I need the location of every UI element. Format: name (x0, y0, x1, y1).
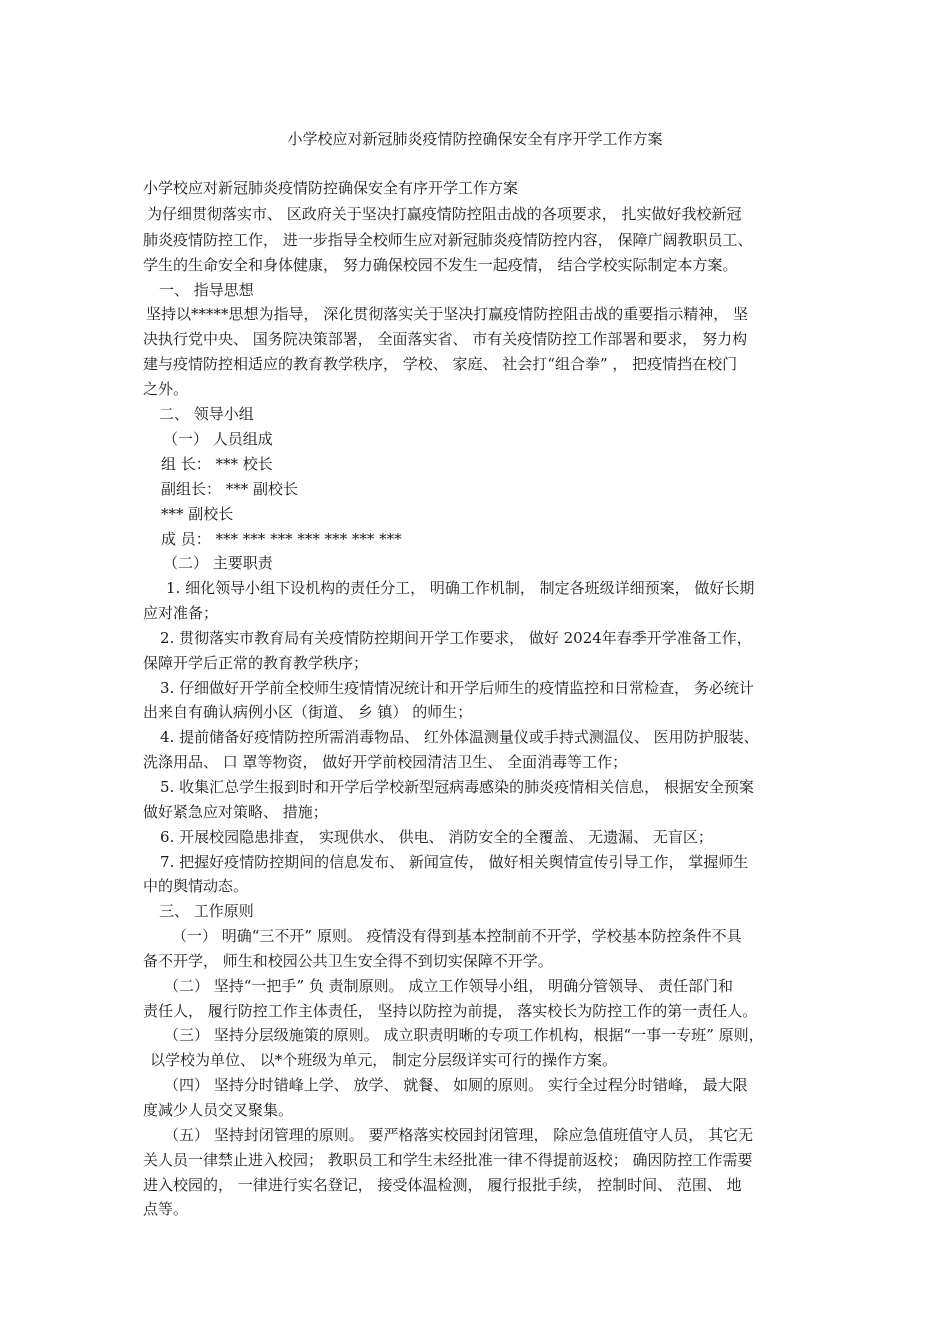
body-line: 备不开学， 师生和校园公共卫生安全得不到切实保障不开学。 (143, 952, 553, 970)
document-title: 小学校应对新冠肺炎疫情防控确保安全有序开学工作方案 (287, 130, 663, 148)
body-line: 学生的生命安全和身体健康， 努力确保校园不发生一起疫情， 结合学校实际制定本方案。 (143, 256, 738, 274)
body-line: 组 长： *** 校长 (161, 455, 273, 473)
body-line: 副组长： *** 副校长 (161, 480, 299, 498)
subsection-heading: （二） 主要职责 (163, 554, 273, 572)
subsection-heading: （一） 人员组成 (163, 430, 273, 448)
body-line: 1. 细化领导小组下设机构的责任分工， 明确工作机制， 制定各班级详细预案， 做好长期 (166, 579, 755, 597)
body-line: 为仔细贯彻落实市、 区政府关于坚决打赢疫情防控阻击战的各项要求， 扎实做好我校新冠 (147, 205, 742, 223)
section-heading: 二、 领导小组 (159, 405, 254, 423)
body-line: *** 副校长 (161, 505, 234, 523)
body-line: 肺炎疫情防控工作， 进一步指导全校师生应对新冠肺炎疫情防控内容， 保障广阔教职员工、 (143, 231, 753, 249)
body-line: （一） 明确“三不开” 原则。 疫情没有得到基本控制前不开学，学校基本防控条件不具 (172, 927, 742, 945)
body-line: 成 员： *** *** *** *** *** *** *** (161, 530, 402, 548)
body-line: 决执行党中央、 国务院决策部署， 全面落实省、 市有关疫情防控工作部署和要求， 努力构 (143, 330, 748, 348)
body-line: 3. 仔细做好开学前全校师生疫情情况统计和开学后师生的疫情监控和日常检查， 务必统计 (160, 679, 754, 697)
body-line: 出来自有确认病例小区（街道、 乡 镇） 的师生； (143, 703, 473, 721)
body-line: 以学校为单位、 以*个班级为单元， 制定分层级详实可行的操作方案。 (150, 1051, 618, 1069)
body-line: （五） 坚持封闭管理的原则。 要严格落实校园封闭管理， 除应急值班值守人员， 其它无 (164, 1126, 754, 1144)
section-heading: 一、 指导思想 (159, 281, 254, 299)
body-line: 洗涤用品、 口 罩等物资， 做好开学前校园清洁卫生、 全面消毒等工作； (143, 753, 628, 771)
body-line: 中的舆情动态。 (143, 877, 249, 895)
body-line: 坚持以*****思想为指导， 深化贯彻落实关于坚决打赢疫情防控阻击战的重要指示精神， 坚 (146, 305, 749, 323)
body-line: 之外。 (143, 380, 189, 398)
body-line: 关人员一律禁止进入校园； 教职员工和学生未经批准一律不得提前返校； 确因防控工作需要 (143, 1151, 753, 1169)
body-line: （四） 坚持分时错峰上学、 放学、 就餐、 如厕的原则。 实行全过程分时错峰， 最大限 (164, 1076, 748, 1094)
body-line: 应对准备； (143, 604, 219, 622)
body-line: （三） 坚持分层级施策的原则。 成立职责明晰的专项工作机构，根据“一事一专班” 原则， (164, 1026, 764, 1044)
body-line: 4. 提前储备好疫情防控所需消毒物品、 红外体温测量仪或手持式测温仪、 医用防护服装、 (160, 728, 759, 746)
body-line: 进入校园的， 一律进行实名登记， 接受体温检测， 履行报批手续， 控制时间、 范围、 地 (143, 1176, 742, 1194)
body-line: 2. 贯彻落实市教育局有关疫情防控期间开学工作要求， 做好 2024年春季开学准备工作， (160, 629, 752, 647)
body-line: 7. 把握好疫情防控期间的信息发布、 新闻宣传， 做好相关舆情宣传引导工作， 掌握师生 (160, 853, 749, 871)
body-line: 6. 开展校园隐患排查， 实现供水、 供电、 消防安全的全覆盖、 无遗漏、 无盲区； (160, 828, 713, 846)
body-line: 5. 收集汇总学生报到时和开学后学校新型冠病毒感染的肺炎疫情相关信息， 根据安全预案 (160, 778, 754, 796)
body-line: 责任人， 履行防控工作主体责任， 坚持以防控为前提， 落实校长为防控工作的第一责任人。 (143, 1002, 758, 1020)
section-heading: 三、 工作原则 (159, 902, 254, 920)
body-line: 建与疫情防控相适应的教育教学秩序， 学校、 家庭、 社会打“组合拳” ， 把疫情挡在校门 (143, 355, 738, 373)
body-line: 度减少人员交叉聚集。 (143, 1101, 294, 1119)
body-line: 做好紧急应对策略、 措施； (143, 803, 328, 821)
body-line: 保障开学后正常的教育教学秩序； (143, 654, 369, 672)
body-line: 小学校应对新冠肺炎疫情防控确保安全有序开学工作方案 (143, 179, 519, 197)
body-line: 点等。 (143, 1200, 189, 1218)
body-line: （二） 坚持“一把手” 负 责制原则。 成立工作领导小组， 明确分管领导、 责任部门和 (164, 977, 733, 995)
